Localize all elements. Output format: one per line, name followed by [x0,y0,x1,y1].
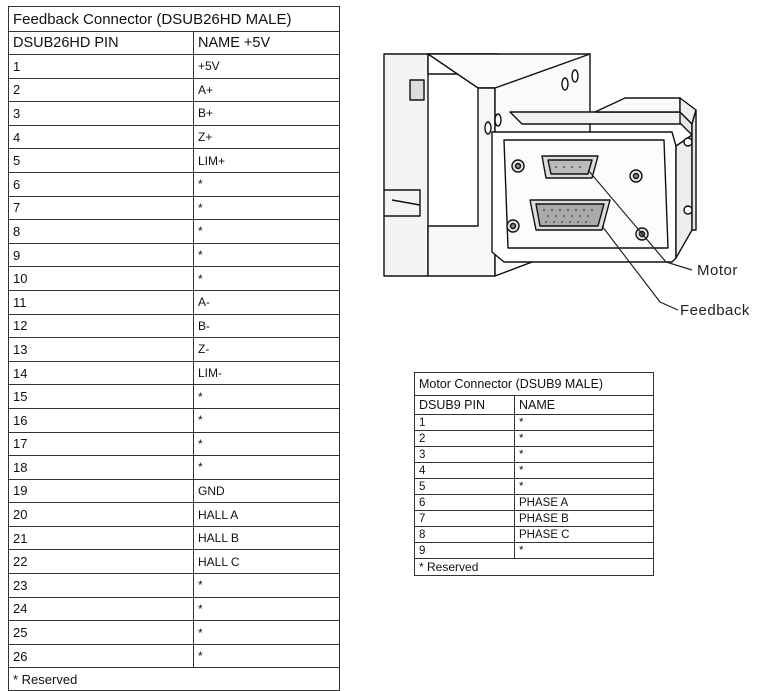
table-row [415,447,654,463]
motor-col-pin-header: DSUB9 PIN [415,396,515,415]
pin-cell: 8 [9,220,194,244]
name-cell: * [194,621,340,645]
name-cell: * [194,644,340,668]
pin-cell: 14 [9,361,194,385]
motor-callout-label: Motor [697,262,738,279]
table-row [9,526,340,550]
pin-cell: 25 [9,621,194,645]
pin-cell: 6 [9,172,194,196]
pin-cell: 11 [9,290,194,314]
name-cell: +5V [194,55,340,79]
table-row [415,463,654,479]
table-row [9,149,340,173]
table-row [9,267,340,291]
table-row [9,479,340,503]
pin-cell: 9 [9,243,194,267]
name-cell: * [515,447,654,463]
table-row [9,220,340,244]
name-cell: LIM- [194,361,340,385]
pin-cell: 1 [9,55,194,79]
table-row [9,432,340,456]
pin-cell: 7 [9,196,194,220]
table-row [9,574,340,598]
table-row [415,479,654,495]
pin-cell: 8 [415,527,515,543]
name-cell: * [194,243,340,267]
name-cell: * [515,415,654,431]
pin-cell: 4 [9,125,194,149]
name-cell: LIM+ [194,149,340,173]
pin-cell: 3 [415,447,515,463]
pin-cell: 15 [9,385,194,409]
table-row [9,55,340,79]
name-cell: * [194,456,340,480]
name-cell: * [194,220,340,244]
name-cell: * [515,463,654,479]
table-row [9,196,340,220]
name-cell: * [194,432,340,456]
name-cell: Z+ [194,125,340,149]
table-row [415,415,654,431]
pin-cell: 1 [415,415,515,431]
pin-cell: 4 [415,463,515,479]
pin-cell: 6 [415,495,515,511]
name-cell: A+ [194,78,340,102]
name-cell: * [194,574,340,598]
pin-cell: 5 [415,479,515,495]
name-cell: B+ [194,102,340,126]
table-row [9,290,340,314]
pin-cell: 23 [9,574,194,598]
table-row [9,503,340,527]
name-cell: * [515,431,654,447]
pin-cell: 12 [9,314,194,338]
table-row [9,550,340,574]
table-row [415,543,654,559]
table-row [9,314,340,338]
name-cell: * [194,408,340,432]
table-row [9,408,340,432]
name-cell: A- [194,290,340,314]
table-row [9,361,340,385]
pin-cell: 5 [9,149,194,173]
table-row [9,338,340,362]
pin-cell: 26 [9,644,194,668]
name-cell: PHASE B [515,511,654,527]
table-row [9,172,340,196]
motor-connector-table [414,372,654,576]
table-row [415,431,654,447]
pin-cell: 20 [9,503,194,527]
pin-cell: 24 [9,597,194,621]
name-cell: * [515,543,654,559]
name-cell: HALL A [194,503,340,527]
pin-cell: 2 [415,431,515,447]
table-row [9,78,340,102]
name-cell: * [194,172,340,196]
motor-footnote: * Reserved [415,559,654,576]
table-row [9,243,340,267]
pin-cell: 18 [9,456,194,480]
name-cell: GND [194,479,340,503]
table-row [9,385,340,409]
table-row [9,102,340,126]
feedback-col-pin-header: DSUB26HD PIN [9,32,194,55]
name-cell: HALL C [194,550,340,574]
table-row [415,511,654,527]
name-cell: * [194,597,340,621]
pin-cell: 19 [9,479,194,503]
name-cell: PHASE A [515,495,654,511]
name-cell: Z- [194,338,340,362]
pin-cell: 7 [415,511,515,527]
feedback-col-name-header: NAME +5V [194,32,340,55]
pin-cell: 22 [9,550,194,574]
pin-cell: 2 [9,78,194,102]
motor-table-title: Motor Connector (DSUB9 MALE) [415,373,654,396]
feedback-callout-label: Feedback [680,302,750,319]
table-row [9,597,340,621]
name-cell: PHASE C [515,527,654,543]
name-cell: * [194,385,340,409]
table-row [9,644,340,668]
pin-cell: 9 [415,543,515,559]
name-cell: * [194,267,340,291]
name-cell: HALL B [194,526,340,550]
pin-cell: 16 [9,408,194,432]
name-cell: * [515,479,654,495]
pin-cell: 10 [9,267,194,291]
feedback-footnote: * Reserved [9,668,340,691]
pin-cell: 21 [9,526,194,550]
table-row [415,527,654,543]
name-cell: * [194,196,340,220]
name-cell: B- [194,314,340,338]
connector-drawing [380,40,768,330]
pin-cell: 13 [9,338,194,362]
table-row [9,125,340,149]
table-row [9,456,340,480]
feedback-connector-table [8,6,340,691]
table-row [9,621,340,645]
pin-cell: 3 [9,102,194,126]
motor-col-name-header: NAME [515,396,654,415]
pin-cell: 17 [9,432,194,456]
feedback-table-title: Feedback Connector (DSUB26HD MALE) [9,7,340,32]
table-row [415,495,654,511]
